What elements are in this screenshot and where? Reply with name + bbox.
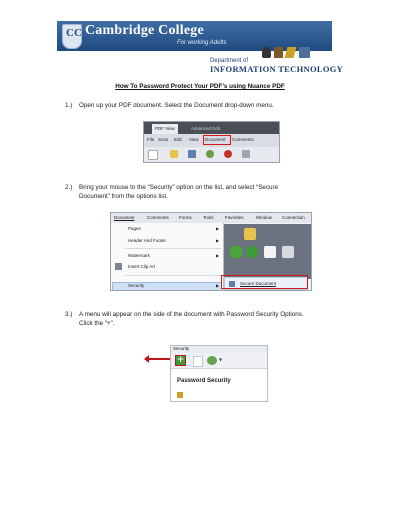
chevron-right-icon: ▶ xyxy=(216,238,220,243)
page-icon[interactable] xyxy=(148,150,158,160)
menu-document[interactable]: Document xyxy=(205,137,226,142)
monitor-icon xyxy=(299,47,310,58)
menu-window[interactable]: Window xyxy=(256,215,273,220)
step-text: Document” from the options list. xyxy=(79,193,168,200)
chevron-down-icon[interactable]: ▼ xyxy=(219,357,223,362)
chevron-right-icon: ▶ xyxy=(216,283,220,288)
green-square-icon[interactable] xyxy=(230,246,242,258)
menu-separator xyxy=(125,248,221,249)
menu-favorites[interactable]: Favorites xyxy=(225,215,244,220)
panel-title: Password Security xyxy=(177,378,231,384)
key-icon[interactable] xyxy=(207,356,217,365)
tools-icon xyxy=(274,47,283,58)
crest-icon: CC xyxy=(62,24,82,49)
folder-icon[interactable] xyxy=(170,150,178,158)
star-icon[interactable] xyxy=(244,228,256,240)
chevron-right-icon: ▶ xyxy=(216,253,220,258)
screenshot-security-panel xyxy=(170,345,268,402)
college-name: Cambridge College xyxy=(85,23,204,38)
lock-icon xyxy=(177,392,183,398)
college-tagline: For working Adults xyxy=(177,40,227,46)
step-2 xyxy=(65,183,279,201)
step-text: Open up your PDF document. Select the Document drop-down menu. xyxy=(79,102,274,109)
stamp-icon[interactable] xyxy=(224,150,232,158)
department-name: INFORMATION TECHNOLOGY xyxy=(210,64,344,74)
menu-item-insert-clip-art[interactable]: Insert Clip Art xyxy=(128,264,156,269)
panel-header xyxy=(171,346,267,353)
menu-forms[interactable]: Forms xyxy=(179,215,192,220)
document-dropdown xyxy=(111,223,224,290)
step-number: 3.) xyxy=(65,311,73,318)
arrow-icon xyxy=(148,358,170,360)
toolbar-background xyxy=(224,224,311,279)
menu-item-watermark[interactable]: Watermark xyxy=(128,253,150,258)
menu-bar xyxy=(111,213,311,223)
menu-item-secure-document[interactable]: Secure Document xyxy=(240,281,277,286)
step-number: 1.) xyxy=(65,102,73,109)
menu-scan[interactable]: Scan xyxy=(158,137,169,142)
tab-advanced-edit[interactable]: Advanced Edit xyxy=(191,126,221,131)
panel-toolbar xyxy=(171,353,267,369)
ribbon-tabs xyxy=(144,122,279,134)
menu-separator xyxy=(125,275,221,276)
it-icons xyxy=(262,47,318,59)
step-number: 2.) xyxy=(65,184,73,191)
clip-art-icon xyxy=(115,263,122,270)
highlight-box xyxy=(203,135,231,145)
menu-item-security[interactable]: Security xyxy=(128,283,145,288)
menu-comments[interactable]: Comments xyxy=(232,137,254,142)
refresh-icon[interactable] xyxy=(246,246,258,258)
menu-item-header-footer[interactable]: Header And Footer xyxy=(128,238,167,243)
zoom-icon[interactable] xyxy=(242,150,250,158)
settings-icon[interactable] xyxy=(206,150,214,158)
note-icon[interactable] xyxy=(282,246,294,258)
menu-view[interactable]: View xyxy=(189,137,199,142)
menu-document[interactable]: Document xyxy=(114,215,135,220)
step-text: Bring your mouse to the “Security” option on the list, and select “Secure xyxy=(79,184,279,191)
lock-icon[interactable] xyxy=(188,150,196,158)
toolbar xyxy=(144,147,279,162)
step-text: Click the “+”. xyxy=(79,320,115,327)
add-button[interactable]: + xyxy=(176,355,185,365)
step-1 xyxy=(65,101,274,110)
page-title: How To Password Protect Your PDF’s using Nuance PDF xyxy=(115,83,285,90)
menu-item-pages[interactable]: Pages xyxy=(128,226,141,231)
step-text: A menu will appear on the side of the document with Password Security Options. xyxy=(79,311,304,318)
text-icon[interactable] xyxy=(264,246,276,258)
menu-file[interactable]: File xyxy=(147,137,155,142)
step-3 xyxy=(65,310,304,328)
menu-connection[interactable]: Connection xyxy=(282,215,305,220)
page-icon[interactable] xyxy=(193,356,203,367)
highlight-box xyxy=(221,275,308,289)
menu-comments[interactable]: Comments xyxy=(147,215,169,220)
person-icon xyxy=(262,47,271,58)
panel-header-label: Security xyxy=(173,346,190,351)
department-label: Department of xyxy=(210,58,249,64)
screenshot-document-menu xyxy=(143,121,280,163)
chevron-right-icon: ▶ xyxy=(216,226,220,231)
screenshot-security-menu xyxy=(110,212,312,291)
pencil-icon xyxy=(285,47,297,58)
menu-tools[interactable]: Tools xyxy=(203,215,214,220)
menu-edit[interactable]: Edit xyxy=(174,137,182,142)
tab-pdf-view[interactable]: PDF View xyxy=(152,124,178,134)
